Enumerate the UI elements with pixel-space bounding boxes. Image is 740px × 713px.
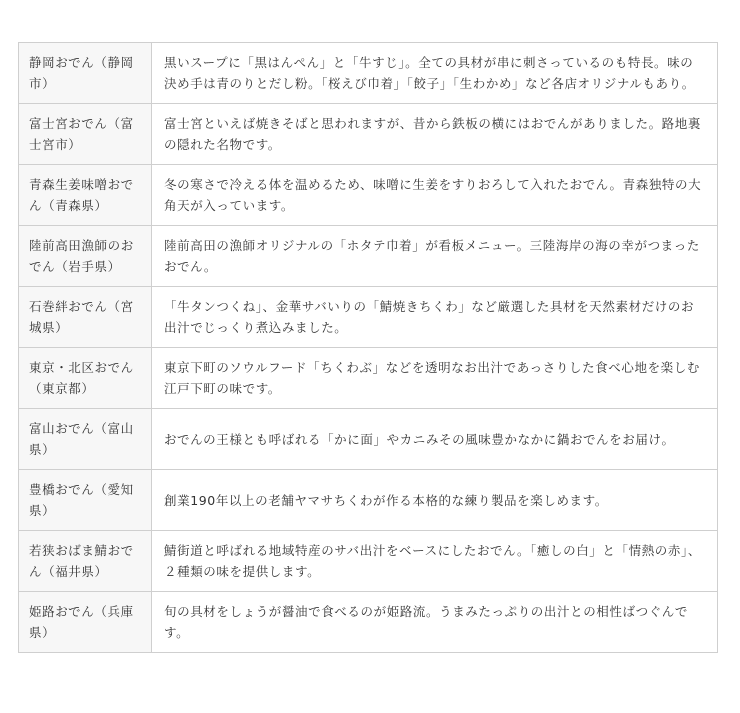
regional-oden-table <box>18 42 718 653</box>
table-row <box>19 43 718 104</box>
oden-name-cell: 石巻絆おでん（宮城県） <box>19 287 152 348</box>
oden-name-cell: 東京・北区おでん（東京都） <box>19 348 152 409</box>
oden-name-cell: 豊橋おでん（愛知県） <box>19 470 152 531</box>
oden-name-cell: 姫路おでん（兵庫県） <box>19 592 152 653</box>
table-row <box>19 348 718 409</box>
oden-table-container <box>18 42 718 653</box>
oden-description-cell: 黒いスープに「黒はんぺん」と「牛すじ」。全ての具材が串に刺さっているのも特長。味の決め手は青のりとだし粉。「桜えび巾着」「餃子」「生わかめ」など各店オリジナルもあり。 <box>152 43 718 104</box>
table-row <box>19 165 718 226</box>
oden-name-cell: 青森生姜味噌おでん（青森県） <box>19 165 152 226</box>
table-row <box>19 104 718 165</box>
oden-description-cell: 鯖街道と呼ばれる地域特産のサバ出汁をベースにしたおでん。「癒しの白」と「情熱の赤」、２種類の味を提供します。 <box>152 531 718 592</box>
table-row <box>19 470 718 531</box>
oden-description-cell: おでんの王様とも呼ばれる「かに面」やカニみその風味豊かなかに鍋おでんをお届け。 <box>152 409 718 470</box>
oden-name-cell: 富士宮おでん（富士宮市） <box>19 104 152 165</box>
oden-description-cell: 東京下町のソウルフード「ちくわぶ」などを透明なお出汁であっさりした食べ心地を楽しむ江戸下町の味です。 <box>152 348 718 409</box>
table-row <box>19 287 718 348</box>
oden-name-cell: 富山おでん（富山県） <box>19 409 152 470</box>
oden-name-cell: 陸前高田漁師のおでん（岩手県） <box>19 226 152 287</box>
oden-description-cell: 冬の寒さで冷える体を温めるため、味噌に生姜をすりおろして入れたおでん。青森独特の大角天が入っています。 <box>152 165 718 226</box>
oden-name-cell: 若狭おばま鯖おでん（福井県） <box>19 531 152 592</box>
oden-description-cell: 創業190年以上の老舗ヤマサちくわが作る本格的な練り製品を楽しめます。 <box>152 470 718 531</box>
oden-description-cell: 富士宮といえば焼きそばと思われますが、昔から鉄板の横にはおでんがありました。路地裏の隠れた名物です。 <box>152 104 718 165</box>
oden-name-cell: 静岡おでん（静岡市） <box>19 43 152 104</box>
table-row <box>19 592 718 653</box>
table-row <box>19 409 718 470</box>
oden-description-cell: 旬の具材をしょうが醤油で食べるのが姫路流。うまみたっぷりの出汁との相性ばつぐんです。 <box>152 592 718 653</box>
table-row <box>19 226 718 287</box>
oden-description-cell: 「牛タンつくね」、金華サバいりの「鯖焼きちくわ」など厳選した具材を天然素材だけのお出汁でじっくり煮込みました。 <box>152 287 718 348</box>
table-row <box>19 531 718 592</box>
oden-description-cell: 陸前高田の漁師オリジナルの「ホタテ巾着」が看板メニュー。三陸海岸の海の幸がつまったおでん。 <box>152 226 718 287</box>
